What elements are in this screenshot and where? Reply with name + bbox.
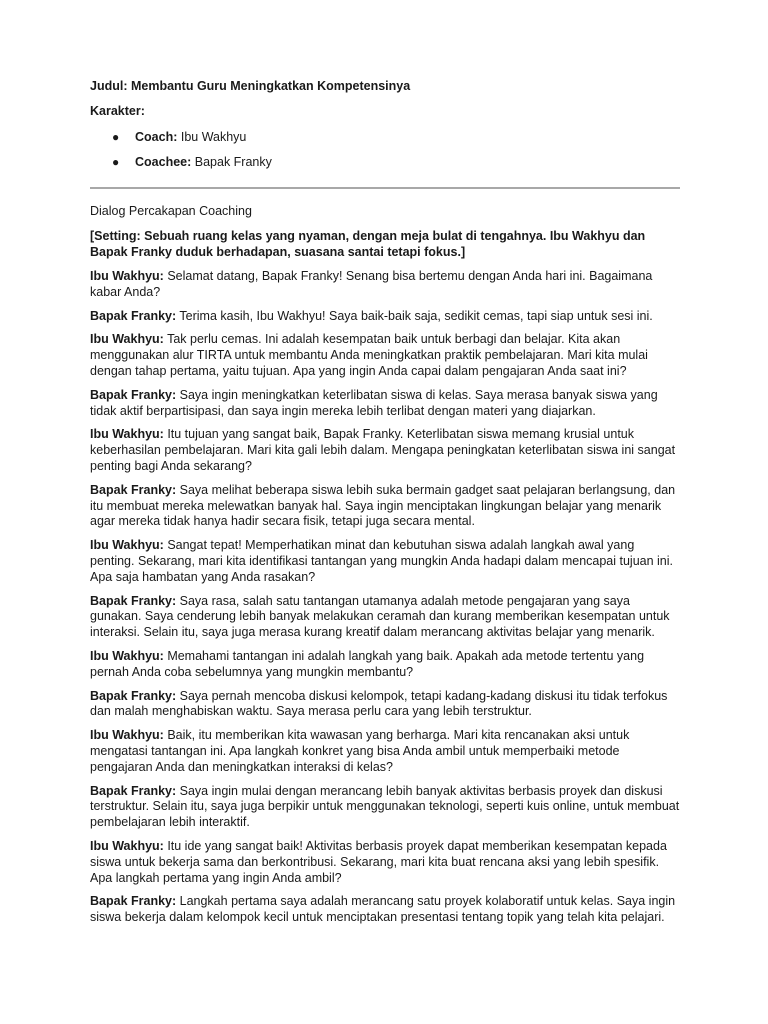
dialog-line bbox=[90, 483, 680, 530]
dialog-text: Saya ingin mulai dengan merancang lebih banyak aktivitas berbasis proyek dan diskusi terstruktur. Selain itu, saya juga berpikir untuk menggunakan teknologi, seperti kuis online, untuk membuat pembelajaran lebih interaktif. bbox=[90, 783, 680, 830]
dialog-speaker: Ibu Wakhyu: bbox=[90, 838, 164, 853]
dialog-line bbox=[90, 538, 680, 585]
character-separator: : bbox=[187, 155, 192, 169]
dialog-text: Memahami tantangan ini adalah langkah yang baik. Apakah ada metode tertentu yang pernah Anda coba sebelumnya yang mungkin membantu? bbox=[90, 648, 645, 679]
dialog-speaker: Bapak Franky: bbox=[90, 593, 177, 608]
dialog-speaker: Ibu Wakhyu: bbox=[90, 538, 164, 553]
dialog-line bbox=[90, 894, 680, 926]
dialog-line bbox=[90, 689, 680, 721]
dialog-line bbox=[90, 269, 680, 301]
bullet-icon: ● bbox=[112, 130, 120, 144]
dialog-text: Itu tujuan yang sangat baik, Bapak Franky. Keterlibatan siswa memang krusial untuk keberhasilan pembelajaran. Mari kita gali lebih dalam. Mengapa peningkatan keterlibatan siswa ini sangat penting bagi Anda sekarang? bbox=[90, 427, 676, 473]
character-name: Bapak Franky bbox=[191, 155, 272, 169]
horizontal-divider bbox=[90, 187, 680, 189]
dialog-speaker: Bapak Franky: bbox=[90, 482, 177, 497]
dialog-text: Saya pernah mencoba diskusi kelompok, tetapi kadang-kadang diskusi itu tidak terfokus dan malah menghabiskan waktu. Saya merasa perlu cara yang lebih terstruktur. bbox=[90, 688, 668, 719]
character-role: Coach bbox=[135, 130, 174, 144]
dialog-speaker: Bapak Franky: bbox=[90, 308, 177, 323]
characters-list bbox=[90, 129, 680, 170]
dialog-line bbox=[90, 649, 680, 681]
dialog-text: Saya ingin meningkatkan keterlibatan siswa di kelas. Saya merasa banyak siswa yang tidak aktif berpartisipasi, dan saya ingin mereka lebih terlibat dengan materi yang diajarkan. bbox=[90, 387, 658, 418]
dialog-line bbox=[90, 427, 680, 474]
dialog-line bbox=[90, 332, 680, 379]
character-item-coach bbox=[90, 129, 680, 145]
dialog-speaker: Bapak Franky: bbox=[90, 387, 177, 402]
dialog-line bbox=[90, 784, 680, 831]
dialog-speaker: Ibu Wakhyu: bbox=[90, 269, 164, 283]
scene-setting: [Setting: Sebuah ruang kelas yang nyaman, dengan meja bulat di tengahnya. Ibu Wakhyu dan Bapak Franky duduk berhadapan, suasana santai tetapi fokus.] bbox=[90, 229, 646, 259]
section-title: Dialog Percakapan Coaching bbox=[90, 204, 252, 218]
dialog-speaker: Ibu Wakhyu: bbox=[90, 332, 164, 347]
dialog-text: Saya rasa, salah satu tantangan utamanya adalah metode pengajaran yang saya gunakan. Saya cenderung lebih banyak melakukan ceramah dan kurang memberikan kesempatan untuk interaksi. Selain itu, saya juga merasa kurang kreatif dalam merancang aktivitas belajar yang menarik. bbox=[90, 593, 670, 640]
dialog-text: Selamat datang, Bapak Franky! Senang bisa bertemu dengan Anda hari ini. Bagaimana kabar Anda? bbox=[90, 269, 653, 299]
dialog-line bbox=[90, 839, 680, 886]
dialog-text: Baik, itu memberikan kita wawasan yang berharga. Mari kita rencanakan aksi untuk mengatasi tantangan ini. Apa langkah konkret yang bisa Anda ambil untuk memperbaiki metode pengajaran Anda dan meningkatkan interaksi di kelas? bbox=[90, 728, 630, 774]
dialog-line bbox=[90, 309, 680, 325]
dialog-text: Langkah pertama saya adalah merancang satu proyek kolaboratif untuk kelas. Saya ingin siswa bekerja dalam kelompok kecil untuk menciptakan presentasi tentang topik yang telah kita pelajari. bbox=[90, 894, 676, 925]
dialog-text: Tak perlu cemas. Ini adalah kesempatan baik untuk berbagi dan belajar. Kita akan menggunakan alur TIRTA untuk membantu Anda meningkatkan praktik pembelajaran. Mari kita mulai dengan tahap pertama, yaitu tujuan. Apa yang ingin Anda capai dalam pengajaran Anda saat ini? bbox=[90, 332, 648, 378]
dialog-list bbox=[90, 269, 680, 926]
dialog-line bbox=[90, 728, 680, 775]
character-role: Coachee bbox=[135, 155, 188, 169]
dialog-speaker: Bapak Franky: bbox=[90, 894, 177, 909]
dialog-text: Saya melihat beberapa siswa lebih suka bermain gadget saat pelajaran berlangsung, dan itu membuat mereka melewatkan banyak hal. Saya ingin menciptakan lingkungan belajar yang menarik agar mereka tidak hanya hadir secara fisik, tetapi juga secara mental. bbox=[90, 482, 676, 529]
document-title: Judul: Membantu Guru Meningkatkan Kompetensinya bbox=[90, 79, 411, 93]
dialog-text: Itu ide yang sangat baik! Aktivitas berbasis proyek dapat memberikan kesempatan kepada siswa untuk bekerja sama dan berkontribusi. Sekarang, mari kita buat rencana aksi yang lebih spesifik. Apa langkah pertama yang ingin Anda ambil? bbox=[90, 838, 667, 885]
dialog-line bbox=[90, 594, 680, 641]
character-item-coachee bbox=[90, 154, 680, 170]
dialog-speaker: Ibu Wakhyu: bbox=[90, 427, 164, 442]
character-name: Ibu Wakhyu bbox=[177, 130, 247, 144]
character-separator: : bbox=[173, 130, 178, 144]
bullet-icon: ● bbox=[112, 155, 120, 169]
characters-label: Karakter: bbox=[90, 104, 145, 118]
dialog-speaker: Bapak Franky: bbox=[90, 783, 177, 798]
dialog-speaker: Bapak Franky: bbox=[90, 688, 177, 703]
dialog-line bbox=[90, 388, 680, 420]
dialog-speaker: Ibu Wakhyu: bbox=[90, 728, 164, 743]
dialog-text: Sangat tepat! Memperhatikan minat dan kebutuhan siswa adalah langkah awal yang penting. Sekarang, mari kita identifikasi tantangan yang mungkin Anda hadapi dalam mencapai tujuan ini. Apa saja hambatan yang Anda rasakan? bbox=[90, 538, 674, 584]
dialog-speaker: Ibu Wakhyu: bbox=[90, 648, 164, 663]
dialog-text: Terima kasih, Ibu Wakhyu! Saya baik-baik saja, sedikit cemas, tapi siap untuk sesi ini. bbox=[176, 308, 653, 323]
